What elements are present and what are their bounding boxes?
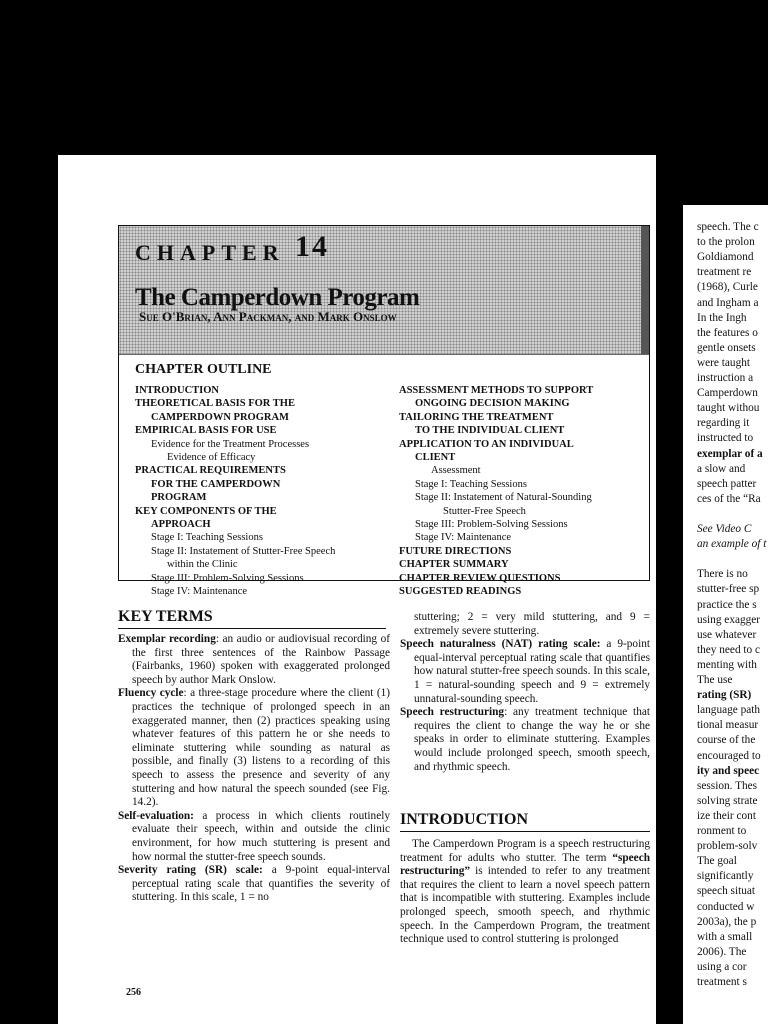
next-page-fragment: [683, 205, 768, 1024]
decorative-bar: [641, 226, 649, 354]
next-page-line: speech situat: [697, 885, 756, 898]
next-page-line: The use: [697, 674, 733, 686]
next-page-line: ize their cont: [697, 809, 756, 822]
outline-title: CHAPTER OUTLINE: [135, 362, 272, 377]
outline-item: Stage IV: Maintenance: [151, 586, 248, 598]
next-page-line: encouraged to: [697, 749, 761, 762]
outline-item: INTRODUCTION: [135, 385, 220, 396]
next-page-line: ronment to: [697, 825, 747, 837]
next-page-line: using exagger: [697, 613, 761, 626]
key-term-definition: a 9-point equal-interval perceptual rating scale that quantifies how natural stutter-free speech sounds. In this scale, 1 = natural-sounding speech and 9 = extremely unnatural-sounding speech.: [414, 638, 651, 705]
next-page-line: practice the s: [697, 598, 757, 611]
next-page-line: using a cor: [697, 960, 747, 973]
key-term-entry: [118, 687, 390, 809]
next-page-line: tional measur: [697, 719, 759, 732]
next-page-line: session. Thes: [697, 779, 758, 792]
chapter-number: 14: [295, 230, 329, 263]
key-term-definition: : a three-stage procedure where the client (1) practices the technique of prolonged speech in an exaggerated manner, then (2) practices speaking using whatever features of this pattern he or she needs to eliminate stuttering while sounding as natural as possible, and finally (3) listens to a recording of this speech to assess the presence and severity of any stuttering and how natural the speech sounded (see Fig. 14.2).: [132, 687, 390, 809]
intro-term: “speech restructuring”: [400, 851, 650, 878]
next-page-line: (1968), Curle: [697, 281, 758, 294]
next-page-line: taught withou: [697, 402, 760, 415]
next-page-line: a slow and: [697, 462, 746, 475]
next-page-line: gentle onsets: [697, 341, 756, 354]
outline-item: CAMPERDOWN PROGRAM: [151, 411, 289, 423]
intro-text-2: is intended to refer to any treatment that requires the client to learn a novel speech pattern that is incompatible with stuttering. Examples include prolonged speech, smooth speech, and rhythmic speech. In the Camperdown Program, the treatment technique used to control stuttering is prolonged: [400, 865, 650, 946]
next-page-line: speech patter: [697, 477, 757, 490]
next-page-line: to the prolon: [697, 236, 755, 249]
chapter-title: The Camperdown Program: [135, 284, 420, 311]
outline-item: APPROACH: [151, 519, 211, 531]
outline-item: PRACTICAL REQUIREMENTS: [135, 465, 286, 477]
next-page-line: menting with: [697, 658, 757, 671]
outline-item: ONGOING DECISION MAKING: [415, 398, 570, 410]
next-page-line: conducted w: [697, 900, 755, 913]
key-terms-column-1: [118, 633, 390, 905]
next-page-line: treatment re: [697, 266, 752, 279]
outline-item: Evidence of Efficacy: [167, 452, 256, 464]
next-page-line: an example of t: [697, 538, 767, 551]
intro-text-1: The Camperdown Program is a speech restructuring treatment for adults who stutter. The term: [400, 838, 650, 864]
key-term-definition: : an audio or audiovisual recording of the first three sentences of the Rainbow Passage (Fairbanks, 1960) spoken with exaggerated prolonged speech by author Mark Onslow.: [132, 633, 390, 686]
next-page-line: 2003a), the p: [697, 915, 757, 928]
chapter-label: CHAPTER: [135, 240, 285, 265]
next-page-line: exemplar of a: [697, 447, 763, 460]
key-term-name: Exemplar recording: [118, 633, 216, 645]
outline-item: Stage III: Problem-Solving Sessions: [415, 519, 568, 531]
outline-item: FUTURE DIRECTIONS: [399, 545, 512, 557]
key-term-entry: [118, 810, 390, 864]
outline-item: CLIENT: [415, 452, 456, 464]
key-term-continuation: stuttering; 2 = very mild stuttering, and 9 = extremely severe stuttering.: [414, 611, 650, 637]
next-page-line: ity and speec: [697, 764, 760, 777]
next-page-line: See Video C: [697, 523, 752, 535]
next-page-line: In the Ingh: [697, 311, 747, 324]
outline-item: Stage IV: Maintenance: [415, 532, 512, 544]
outline-item: TAILORING THE TREATMENT: [399, 411, 554, 423]
next-page-line: speech. The c: [697, 221, 759, 233]
outline-item: Evidence for the Treatment Processes: [151, 438, 310, 450]
key-term-entry: [400, 638, 650, 706]
key-terms-heading: KEY TERMS: [118, 608, 213, 625]
outline-item: SUGGESTED READINGS: [399, 586, 522, 598]
outline-item: Stage I: Teaching Sessions: [415, 478, 527, 490]
chapter-authors: Sue O'Brian, Ann Packman, and Mark Onslow: [139, 309, 397, 324]
introduction-body: [400, 838, 650, 947]
key-terms-column-2: [400, 611, 650, 774]
outline-item: within the Clinic: [167, 559, 238, 571]
key-term-entry: [118, 633, 390, 687]
key-term-definition: : any treatment technique that requires the client to change the way he or she speaks in order to eliminate stuttering. Examples would include prolonged speech, smooth speech, and rhythmic speech.: [414, 706, 650, 773]
next-page-line: Goldiamond: [697, 251, 754, 264]
outline-item: CHAPTER SUMMARY: [399, 559, 509, 571]
next-page-line: treatment s: [697, 976, 747, 988]
key-terms-list-2: [400, 638, 650, 774]
introduction-heading: INTRODUCTION: [400, 811, 529, 828]
outline-item: Assessment: [431, 465, 481, 477]
next-page-line: with a small: [697, 930, 753, 943]
next-page-line: were taught: [697, 356, 751, 369]
next-page-line: language path: [697, 704, 761, 717]
next-page-line: Camperdown: [697, 387, 758, 400]
next-page-line: 2006). The: [697, 945, 747, 958]
key-term-name: Severity rating (SR) scale:: [118, 864, 263, 877]
next-page-line: instruction a: [697, 372, 754, 384]
outline-item: APPLICATION TO AN INDIVIDUAL: [399, 438, 574, 450]
next-page-line: problem-solv: [697, 840, 758, 853]
key-term-entry: [118, 864, 390, 905]
next-page-line: the features o: [697, 326, 758, 339]
outline-item: Stage I: Teaching Sessions: [151, 532, 263, 544]
outline-item: Stage III: Problem-Solving Sessions: [151, 572, 304, 584]
key-term-name: Self-evaluation:: [118, 809, 194, 822]
outline-item: TO THE INDIVIDUAL CLIENT: [415, 425, 565, 437]
key-term-name: Speech restructuring: [400, 706, 505, 719]
outline-item: CHAPTER REVIEW QUESTIONS: [399, 572, 561, 584]
introduction-paragraph: [400, 838, 650, 947]
outline-item: Stutter-Free Speech: [443, 505, 526, 517]
heading-rule: [118, 628, 386, 629]
next-page-line: course of the: [697, 734, 756, 747]
next-page-line: stutter-free sp: [697, 583, 760, 596]
next-page-line: they need to c: [697, 643, 761, 656]
outline-item: KEY COMPONENTS OF THE: [135, 505, 277, 517]
key-term-definition: a process in which clients routinely evaluate their speech, within and outside the clinic environment, for how much stuttering is present and how normal the stutter-free speech sounds.: [132, 809, 390, 863]
next-page-line: significantly: [697, 870, 754, 883]
outline-item: THEORETICAL BASIS FOR THE: [135, 398, 295, 410]
heading-rule: [400, 831, 650, 832]
next-page-line: instructed to: [697, 432, 754, 445]
outline-item: EMPIRICAL BASIS FOR USE: [135, 425, 277, 437]
page-number: 256: [126, 987, 141, 998]
key-term-definition: a 9-point equal-interval perceptual rating scale that quantifies the severity of stuttering. In this scale, 1 = no: [132, 864, 390, 904]
next-page-line: regarding it: [697, 417, 750, 430]
chapter-title-band: [119, 226, 649, 355]
outline-item: Stage II: Instatement of Natural-Sounding: [415, 492, 592, 504]
chapter-header-box: [118, 225, 650, 598]
outline-item: ASSESSMENT METHODS TO SUPPORT: [399, 385, 594, 396]
next-page-line: ces of the “Ra: [697, 492, 761, 505]
outline-item: PROGRAM: [151, 492, 207, 504]
next-page-line: The goal: [697, 855, 737, 868]
outline-item: Stage II: Instatement of Stutter-Free Speech: [151, 545, 336, 557]
key-term-entry: [400, 706, 650, 774]
next-page-line: solving strate: [697, 794, 758, 807]
next-page-line: use whatever: [697, 628, 757, 641]
outline-left-column: [135, 384, 405, 599]
next-page-line: There is no: [697, 568, 748, 581]
book-page: [58, 155, 656, 1024]
outline-right-column: [399, 384, 644, 599]
next-page-line: and Ingham a: [697, 296, 759, 309]
next-page-line: rating (SR): [697, 689, 752, 702]
outline-item: FOR THE CAMPERDOWN: [151, 478, 281, 490]
key-term-name: Fluency cycle: [118, 687, 184, 700]
key-term-name: Speech naturalness (NAT) rating scale:: [400, 638, 601, 651]
